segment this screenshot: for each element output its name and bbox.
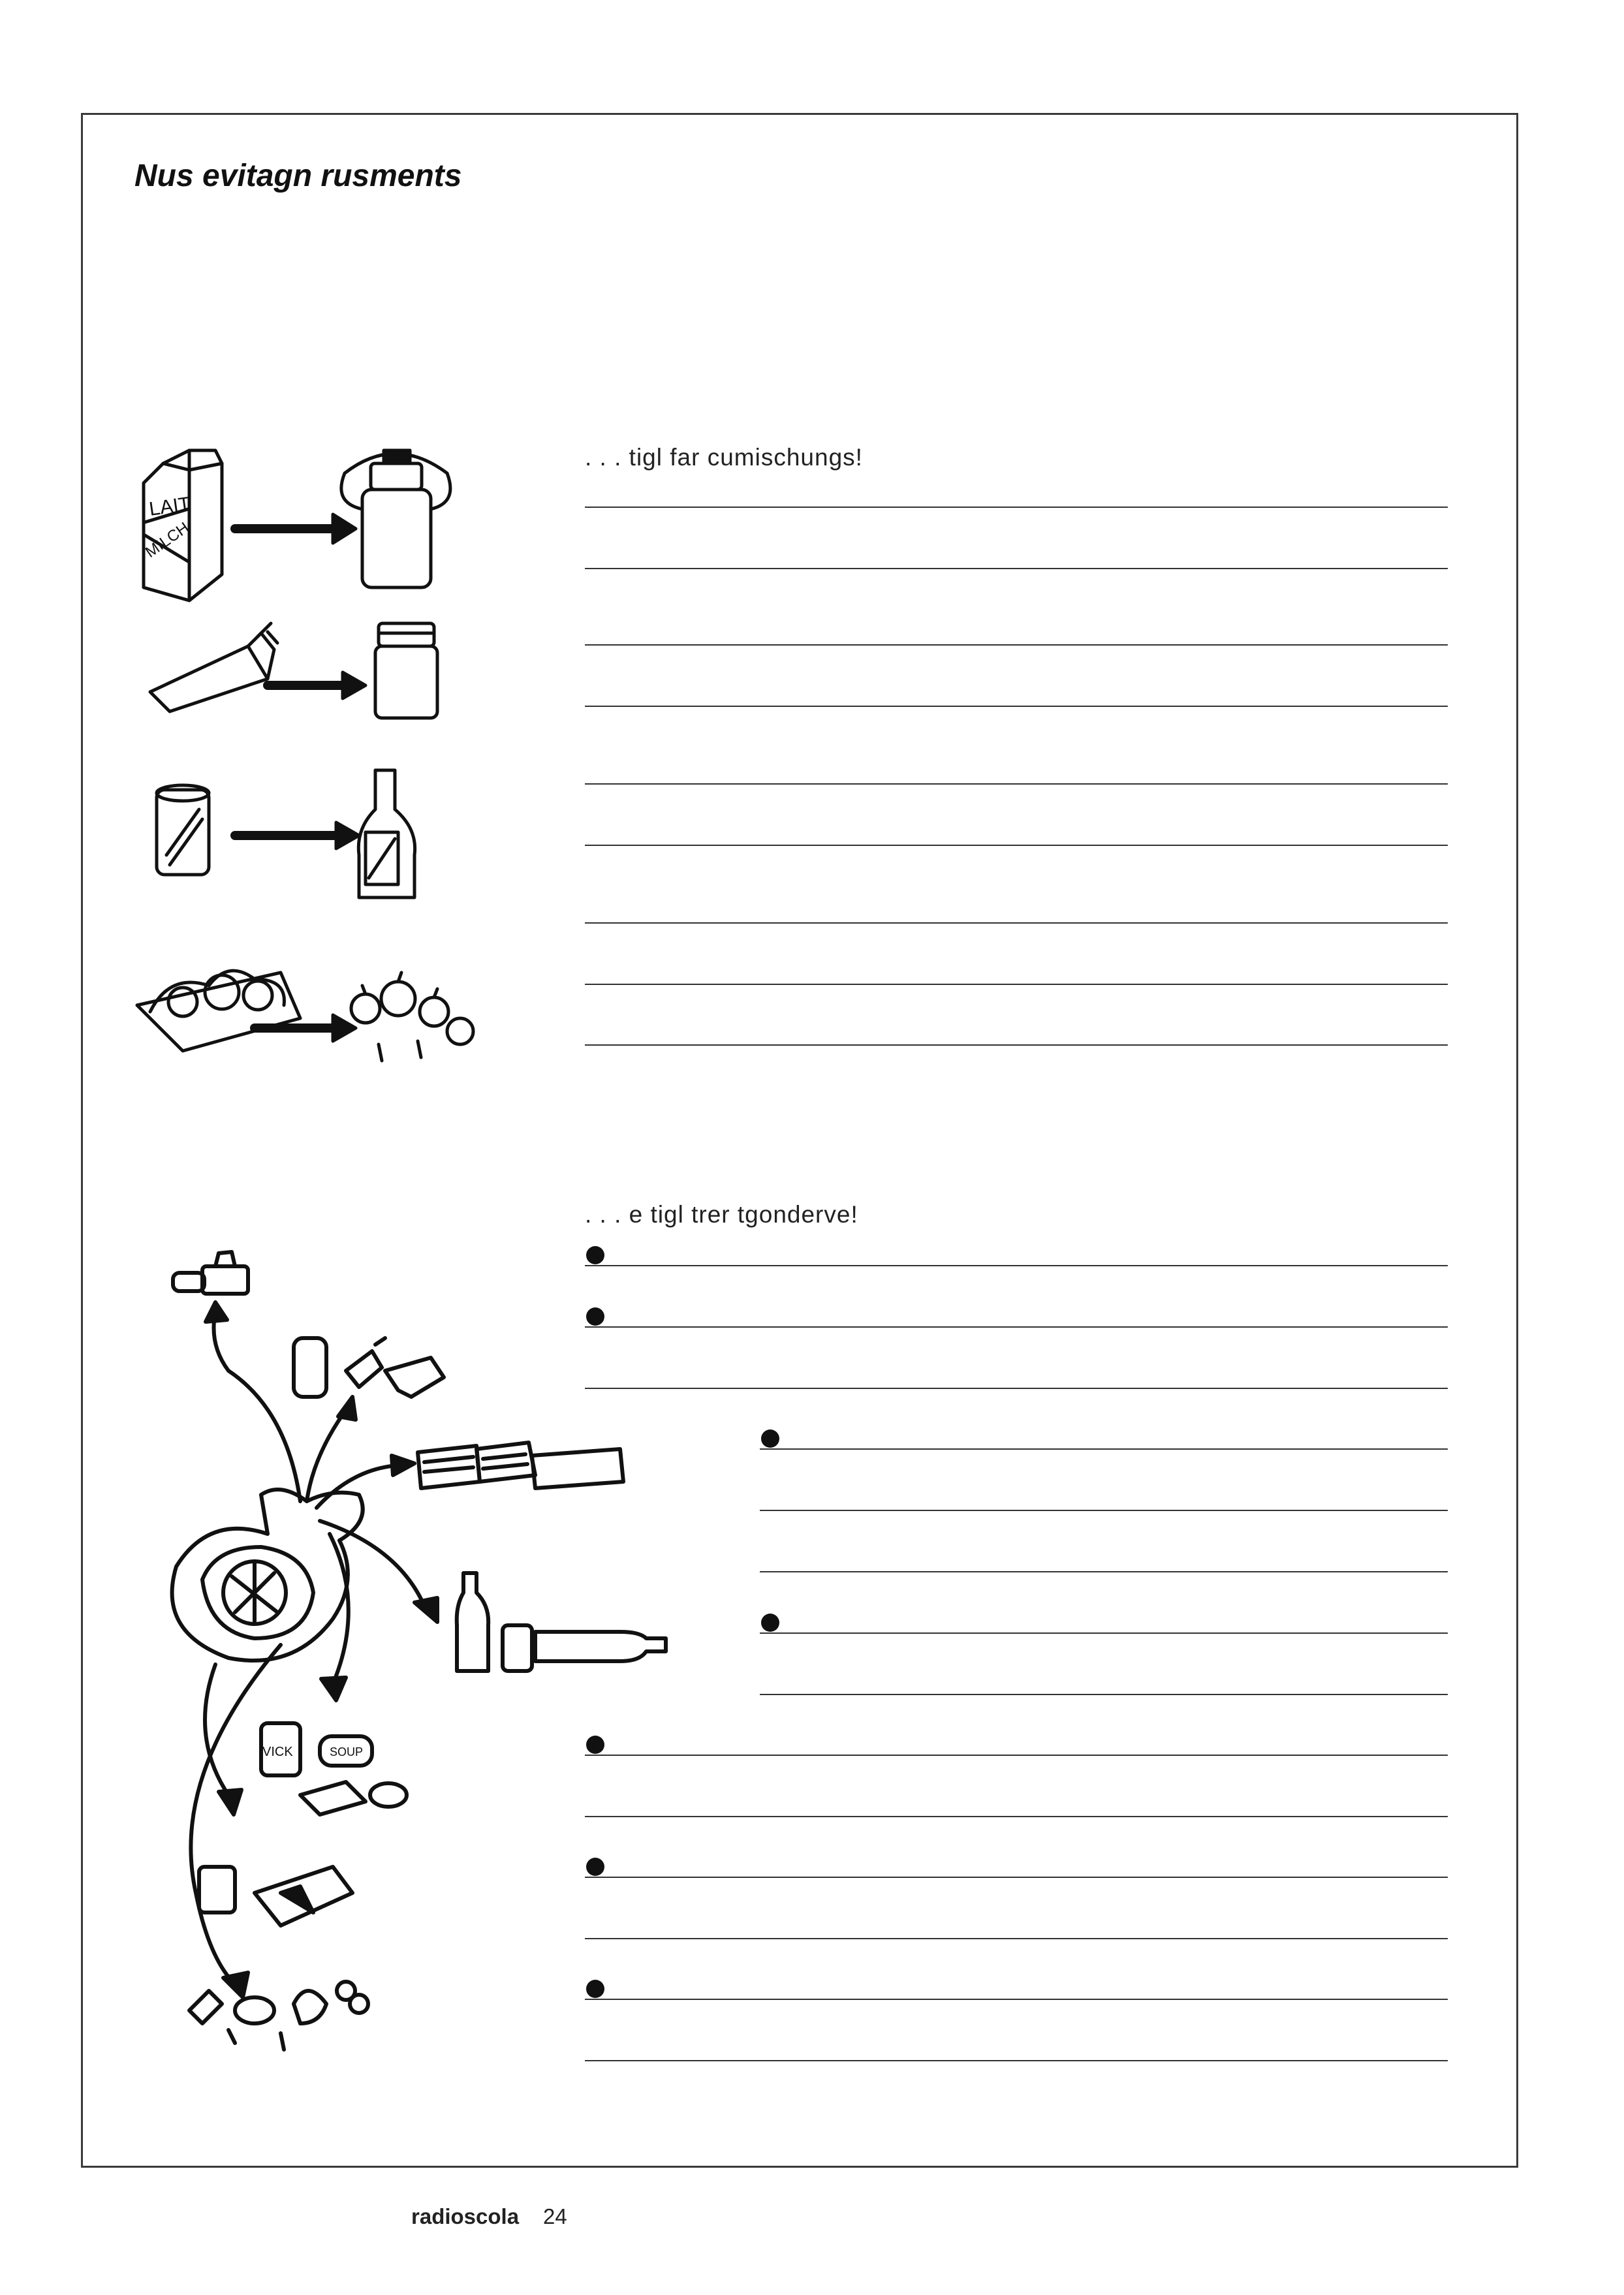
writing-line	[585, 1265, 1448, 1266]
jar-icon	[375, 623, 437, 718]
writing-line	[585, 1816, 1448, 1817]
branch-arrow	[214, 1312, 301, 1501]
writing-line	[760, 1448, 1448, 1450]
tube-icon	[150, 623, 277, 711]
writing-line	[585, 1755, 1448, 1756]
newspaper-stack-icon	[418, 1443, 623, 1488]
battery-icon	[173, 1252, 248, 1294]
writing-line	[760, 1632, 1448, 1634]
bullet-icon	[761, 1429, 779, 1448]
glass-bottle-icon	[358, 770, 414, 898]
loose-fruit-icon	[351, 973, 473, 1061]
writing-line	[585, 1877, 1448, 1878]
carton-label-milch: MILCH	[142, 518, 193, 561]
can-label-soup: SOUP	[330, 1745, 364, 1758]
footer-brand: radioscola	[411, 2204, 520, 2228]
aluminium-can-and-foil-icon	[294, 1338, 444, 1397]
branch-arrow	[317, 1465, 398, 1508]
writing-line	[760, 1571, 1448, 1572]
swap-illustration-can	[150, 757, 437, 911]
swap-illustration-milk	[137, 444, 450, 617]
arrowhead-icon	[392, 1456, 414, 1475]
writing-line	[585, 845, 1448, 846]
writing-line	[585, 1999, 1448, 2000]
waste-bag-icon	[172, 1490, 363, 1661]
bullet-icon	[761, 1614, 779, 1632]
arrowhead-icon	[414, 1598, 437, 1622]
compost-scraps-icon	[189, 1982, 368, 2050]
writing-line	[760, 1510, 1448, 1511]
writing-line	[585, 568, 1448, 569]
can-label-vick: VICK	[262, 1745, 293, 1759]
swap-illustration-tube	[144, 614, 450, 728]
cup-and-carton-icon	[199, 1867, 352, 1926]
arrow-icon	[235, 822, 359, 849]
milk-carton-icon	[142, 450, 222, 601]
writing-line	[760, 1694, 1448, 1695]
arrow-icon	[255, 1015, 356, 1041]
tin-cans-icon	[261, 1723, 407, 1815]
glass-bottles-icon	[457, 1573, 666, 1671]
waste-sorting-illustration	[150, 1240, 685, 2092]
section-swap-prompt: . . . tigl far cumischungs!	[585, 444, 863, 471]
section-sort-prompt: . . . e tigl trer tgonderve!	[585, 1201, 858, 1228]
arrow-icon	[235, 514, 356, 543]
writing-line	[585, 783, 1448, 785]
writing-line	[585, 1938, 1448, 1939]
writing-line	[585, 2060, 1448, 2061]
carton-label-lait: LAIT	[148, 493, 192, 520]
writing-line	[585, 984, 1448, 985]
arrowhead-icon	[223, 1973, 248, 1997]
milk-can-icon	[341, 450, 450, 587]
packaged-fruit-icon	[137, 971, 300, 1051]
writing-line	[585, 1044, 1448, 1046]
writing-line	[585, 1326, 1448, 1328]
branch-arrow	[205, 1664, 228, 1795]
branch-arrow	[320, 1521, 424, 1606]
writing-line	[585, 1388, 1448, 1389]
arrow-icon	[268, 672, 366, 698]
page-title: Nus evitagn rusments	[134, 159, 462, 193]
writing-line	[585, 644, 1448, 646]
swap-illustration-fruit	[131, 946, 483, 1080]
can-icon	[157, 785, 209, 875]
arrowhead-icon	[321, 1678, 346, 1700]
arrowhead-icon	[219, 1790, 242, 1815]
page-number: 24	[543, 2204, 567, 2228]
arrowhead-icon	[206, 1302, 227, 1322]
writing-line	[585, 507, 1448, 508]
branch-arrow	[191, 1645, 281, 1984]
arrowhead-icon	[338, 1397, 356, 1420]
writing-line	[585, 922, 1448, 924]
writing-line	[585, 706, 1448, 707]
